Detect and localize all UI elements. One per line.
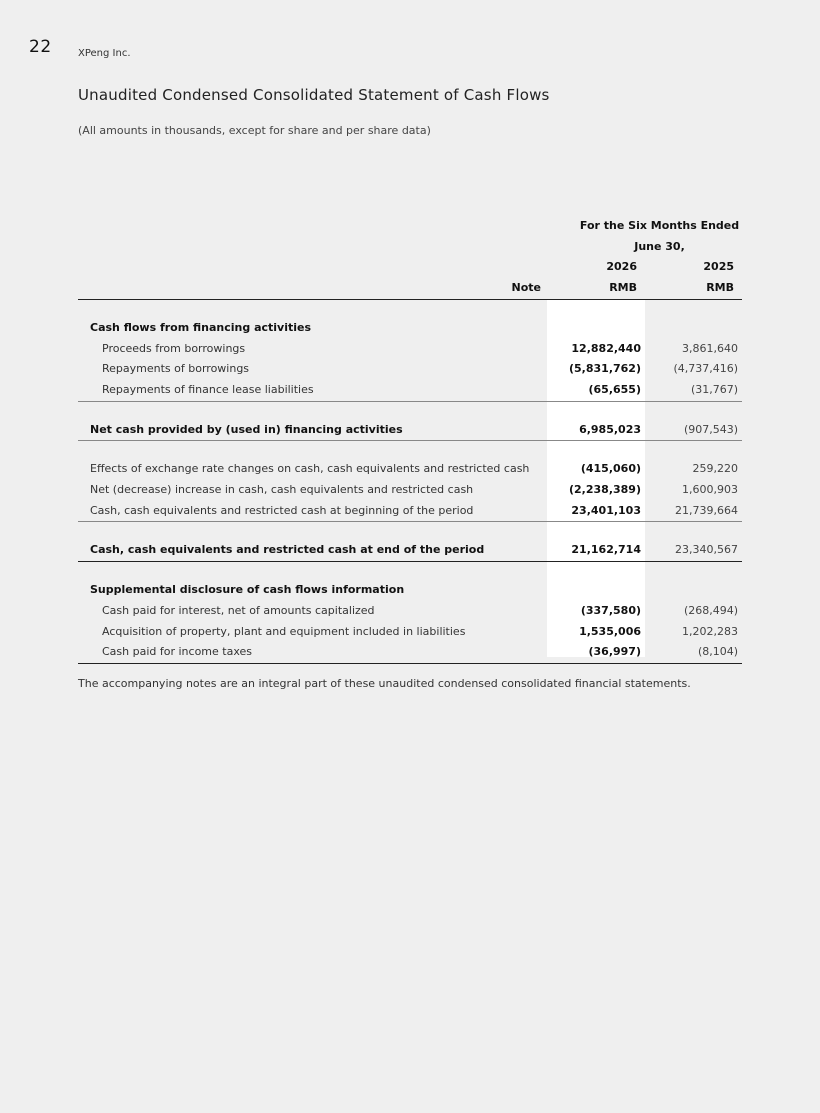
financing-heading: Cash flows from financing activities <box>90 320 312 334</box>
table-row <box>78 622 742 643</box>
value-2025: 3,861,640 <box>682 341 739 355</box>
company-name: XPeng Inc. <box>78 48 131 59</box>
value-2025: (268,494) <box>683 603 739 617</box>
row-label: Proceeds from borrowings <box>102 341 246 355</box>
value-2025: 21,739,664 <box>645 501 742 522</box>
value-2026: 1,535,006 <box>579 624 641 638</box>
spacer-row <box>78 441 742 460</box>
value-2025: (31,767) <box>645 380 742 401</box>
table-row <box>78 642 742 663</box>
value-2025: 259,220 <box>692 462 739 476</box>
value-2026: 21,162,714 <box>547 540 645 561</box>
value-2026: 23,401,103 <box>547 501 645 522</box>
value-2026: (36,997) <box>547 642 645 663</box>
footer-note: The accompanying notes are an integral part of these unaudited condensed consolidated financial statements. <box>78 677 691 690</box>
table-row <box>78 501 742 522</box>
net-financing-row <box>78 420 742 441</box>
value-2026: 6,985,023 <box>547 420 645 441</box>
row-label: Cash paid for interest, net of amounts capitalized <box>102 603 375 617</box>
value-2026: (337,580) <box>580 603 641 617</box>
header-row-years <box>78 257 742 278</box>
currency-2025-header: RMB <box>645 278 742 299</box>
table-row <box>78 480 742 501</box>
end-of-period-row <box>78 540 742 561</box>
row-label: Repayments of borrowings <box>102 362 250 376</box>
page-number: 22 <box>29 37 52 57</box>
row-label: Net (decrease) increase in cash, cash equivalents and restricted cash <box>90 483 474 497</box>
value-2026: 12,882,440 <box>571 341 641 355</box>
page-title: Unaudited Condensed Consolidated Statement of Cash Flows <box>78 86 550 104</box>
row-label: Cash paid for income taxes <box>78 642 478 663</box>
row-label: Effects of exchange rate changes on cash, cash equivalents and restricted cash <box>90 462 530 476</box>
currency-2026-header: RMB <box>547 278 645 299</box>
table-row <box>78 359 742 380</box>
row-label: Cash, cash equivalents and restricted cash at beginning of the period <box>78 501 478 522</box>
section-heading-row <box>78 318 742 339</box>
value-2025: 23,340,567 <box>645 540 742 561</box>
section-heading-row <box>78 580 742 601</box>
table-row <box>78 459 742 480</box>
period-date-header: June 30, <box>634 239 685 253</box>
table-row <box>78 339 742 360</box>
value-2025: (907,543) <box>645 420 742 441</box>
row-label: Net cash provided by (used in) financing activities <box>78 420 478 441</box>
value-2026: (65,655) <box>547 380 645 401</box>
note-header: Note <box>478 278 547 299</box>
row-label: Cash, cash equivalents and restricted cash at end of the period <box>78 540 478 561</box>
cash-flow-table <box>78 216 742 664</box>
header-row-period <box>78 216 742 237</box>
value-2026: (415,060) <box>580 462 641 476</box>
header-row-currency <box>78 278 742 299</box>
value-2026: (2,238,389) <box>569 483 641 497</box>
header-row-date <box>78 237 742 258</box>
row-label: Repayments of finance lease liabilities <box>78 380 478 401</box>
value-2025: 1,202,283 <box>682 624 739 638</box>
value-2025: (4,737,416) <box>673 362 739 376</box>
year-2025-header: 2025 <box>703 260 735 274</box>
spacer-row <box>78 522 742 541</box>
table-row <box>78 601 742 622</box>
value-2025: 1,600,903 <box>682 483 739 497</box>
spacer-row <box>78 299 742 318</box>
value-2026: (5,831,762) <box>569 362 641 376</box>
cash-flow-table-container <box>78 216 742 664</box>
table-row <box>78 380 742 401</box>
spacer-row <box>78 562 742 581</box>
page-subtitle: (All amounts in thousands, except for share and per share data) <box>78 124 431 137</box>
row-label: Acquisition of property, plant and equipment included in liabilities <box>102 624 466 638</box>
supplemental-heading: Supplemental disclosure of cash flows information <box>90 583 405 597</box>
year-2026-header: 2026 <box>606 260 637 274</box>
spacer-row <box>78 401 742 420</box>
value-2025: (8,104) <box>645 642 742 663</box>
period-header: For the Six Months Ended <box>579 219 740 232</box>
